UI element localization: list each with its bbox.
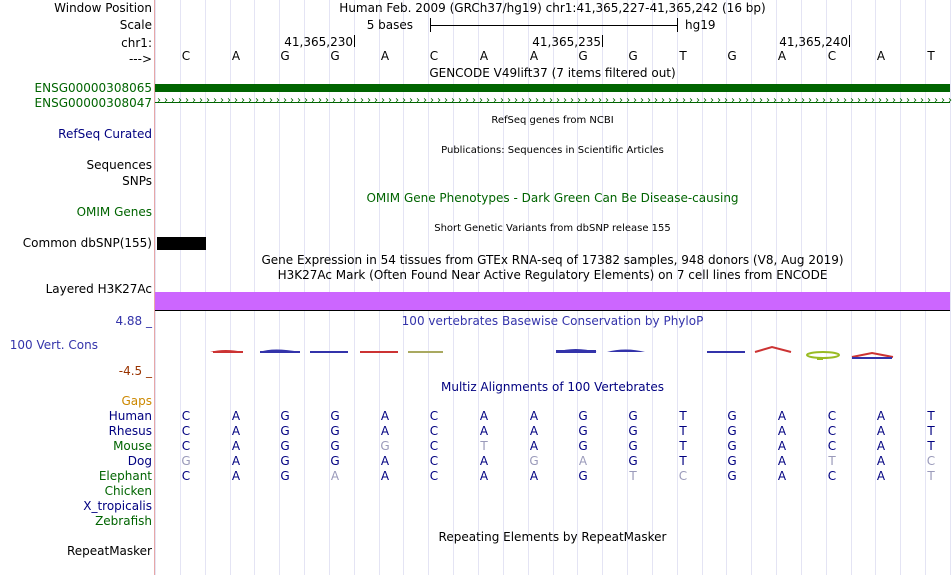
scale-label: Scale bbox=[119, 18, 152, 32]
alignment-mouse-base: G bbox=[578, 439, 588, 453]
reference-base: C bbox=[181, 49, 191, 63]
alignment-dog-base: A bbox=[479, 454, 489, 468]
assembly-position-title: Human Feb. 2009 (GRCh37/hg19) chr1:41,365,227-41,365,242 (16 bp) bbox=[339, 1, 766, 15]
scale-assembly-label: hg19 bbox=[685, 18, 716, 32]
alignment-mouse-base: G bbox=[727, 439, 737, 453]
alignment-human-base: G bbox=[330, 409, 340, 423]
alignment-human-base: C bbox=[429, 409, 439, 423]
alignment-elephant-base: A bbox=[231, 469, 241, 483]
alignment-dog-base: G bbox=[628, 454, 638, 468]
alignment-elephant-base: C bbox=[181, 469, 191, 483]
alignment-rhesus-base: A bbox=[876, 424, 886, 438]
alignment-human-base: A bbox=[777, 409, 787, 423]
alignment-elephant-base: G bbox=[578, 469, 588, 483]
alignment-rhesus-base: C bbox=[827, 424, 837, 438]
alignment-human-base: A bbox=[380, 409, 390, 423]
scale-text: 5 bases bbox=[366, 18, 413, 32]
alignment-mouse-base: C bbox=[181, 439, 191, 453]
publications-track-label[interactable]: Sequences bbox=[86, 158, 152, 172]
strand-arrow-label: ---> bbox=[128, 52, 152, 66]
alignment-human-base: G bbox=[280, 409, 290, 423]
gencode-gene-strand-arrows: › › › › › › › › › › › › › › › › › › › › › › › › › › › › › › › › › › › › › › › › › › › › › › › › › › › › › › › › › › › › › › › › › › › › › › › › › › › › › › › › › › › › › › › › › › › › › › › › › › › › › › › › › › › › › › › › › › bbox=[157, 95, 952, 106]
coord-label-3: 41,365,240 bbox=[779, 35, 848, 49]
reference-base: T bbox=[679, 49, 687, 63]
reference-base: T bbox=[927, 49, 935, 63]
alignment-dog-base: G bbox=[181, 454, 191, 468]
alignment-human-base: T bbox=[679, 409, 687, 423]
coord-label-2: 41,365,235 bbox=[532, 35, 601, 49]
repeatmasker-track-label[interactable]: RepeatMasker bbox=[66, 544, 152, 558]
multiz-track-title: Multiz Alignments of 100 Vertebrates bbox=[440, 380, 665, 394]
publications-track-title: Publications: Sequences in Scientific Articles bbox=[441, 145, 664, 156]
alignment-elephant-base: A bbox=[777, 469, 787, 483]
alignment-rhesus-base: G bbox=[330, 424, 340, 438]
alignment-dog-base: C bbox=[429, 454, 439, 468]
track-label-column bbox=[0, 0, 153, 575]
coord-label-1: 41,365,230 bbox=[284, 35, 353, 49]
species-label-chicken[interactable]: Chicken bbox=[104, 484, 152, 498]
reference-base: G bbox=[628, 49, 638, 63]
alignment-mouse-base: A bbox=[876, 439, 886, 453]
reference-base: C bbox=[429, 49, 439, 63]
alignment-dog-base: G bbox=[330, 454, 340, 468]
dbsnp-track-label[interactable]: Common dbSNP(155) bbox=[22, 236, 152, 250]
phylop-max-label: 4.88 _ bbox=[115, 314, 152, 328]
alignment-rhesus-base: G bbox=[727, 424, 737, 438]
alignment-human-base: A bbox=[529, 409, 539, 423]
alignment-rhesus-base: A bbox=[231, 424, 241, 438]
reference-base: A bbox=[529, 49, 539, 63]
alignment-elephant-base: A bbox=[479, 469, 489, 483]
refseq-track-label[interactable]: RefSeq Curated bbox=[58, 127, 152, 141]
species-label-x_tropicalis[interactable]: X_tropicalis bbox=[83, 499, 152, 513]
omim-track-label[interactable]: OMIM Genes bbox=[76, 205, 152, 219]
species-label-elephant[interactable]: Elephant bbox=[98, 469, 152, 483]
alignment-dog-base: A bbox=[578, 454, 588, 468]
h3k27ac-track-label[interactable]: Layered H3K27Ac bbox=[45, 282, 152, 296]
reference-base: A bbox=[479, 49, 489, 63]
phylop-logo-plot bbox=[155, 0, 950, 575]
repeatmasker-track-title: Repeating Elements by RepeatMasker bbox=[438, 530, 667, 544]
alignment-human-base: A bbox=[479, 409, 489, 423]
alignment-rhesus-base: A bbox=[529, 424, 539, 438]
alignment-rhesus-base: A bbox=[777, 424, 787, 438]
alignment-mouse-base: T bbox=[480, 439, 488, 453]
alignment-elephant-base: A bbox=[876, 469, 886, 483]
alignment-dog-base: G bbox=[727, 454, 737, 468]
alignment-mouse-base: T bbox=[927, 439, 935, 453]
alignment-rhesus-base: T bbox=[679, 424, 687, 438]
track-image[interactable] bbox=[155, 0, 950, 575]
alignment-dog-base: G bbox=[529, 454, 539, 468]
reference-base: G bbox=[330, 49, 340, 63]
alignment-human-base: A bbox=[876, 409, 886, 423]
alignment-mouse-base: C bbox=[429, 439, 439, 453]
alignment-dog-base: T bbox=[828, 454, 836, 468]
alignment-rhesus-base: C bbox=[181, 424, 191, 438]
alignment-human-base: G bbox=[628, 409, 638, 423]
snps-track-label[interactable]: SNPs bbox=[122, 174, 152, 188]
h3k27ac-track-title: H3K27Ac Mark (Often Found Near Active Regulatory Elements) on 7 cell lines from ENCODE bbox=[277, 268, 828, 282]
species-label-mouse[interactable]: Mouse bbox=[113, 439, 152, 453]
alignment-elephant-base: A bbox=[380, 469, 390, 483]
alignment-dog-base: G bbox=[280, 454, 290, 468]
grid-line bbox=[950, 0, 951, 575]
alignment-dog-base: A bbox=[777, 454, 787, 468]
species-label-human[interactable]: Human bbox=[108, 409, 152, 423]
alignment-mouse-base: A bbox=[231, 439, 241, 453]
reference-base: A bbox=[876, 49, 886, 63]
alignment-elephant-base: C bbox=[827, 469, 837, 483]
species-label-zebrafish[interactable]: Zebrafish bbox=[95, 514, 152, 528]
phylop-min-label: -4.5 _ bbox=[118, 364, 152, 378]
alignment-dog-base: A bbox=[231, 454, 241, 468]
alignment-elephant-base: G bbox=[280, 469, 290, 483]
alignment-rhesus-base: C bbox=[429, 424, 439, 438]
alignment-rhesus-base: A bbox=[380, 424, 390, 438]
alignment-elephant-base: A bbox=[529, 469, 539, 483]
window-position-label: Window Position bbox=[54, 1, 152, 15]
reference-base: G bbox=[280, 49, 290, 63]
reference-base: A bbox=[777, 49, 787, 63]
alignment-elephant-base: T bbox=[927, 469, 935, 483]
reference-base: A bbox=[380, 49, 390, 63]
alignment-human-base: G bbox=[727, 409, 737, 423]
alignment-human-base: C bbox=[827, 409, 837, 423]
alignment-rhesus-base: A bbox=[479, 424, 489, 438]
alignment-dog-base: C bbox=[926, 454, 936, 468]
phylop-track-label[interactable]: 100 Vert. Cons bbox=[9, 338, 98, 352]
alignment-rhesus-base: G bbox=[280, 424, 290, 438]
reference-base: C bbox=[827, 49, 837, 63]
alignment-mouse-base: C bbox=[827, 439, 837, 453]
alignment-mouse-base: G bbox=[380, 439, 390, 453]
alignment-mouse-base: G bbox=[330, 439, 340, 453]
dbsnp-track-title: Short Genetic Variants from dbSNP release 155 bbox=[434, 223, 671, 234]
gencode-item-label-1[interactable]: ENSG00000308065 bbox=[34, 81, 152, 95]
omim-track-title: OMIM Gene Phenotypes - Dark Green Can Be Disease-causing bbox=[366, 191, 739, 205]
alignment-dog-base: T bbox=[679, 454, 687, 468]
reference-base: G bbox=[578, 49, 588, 63]
alignment-elephant-base: G bbox=[727, 469, 737, 483]
alignment-mouse-base: A bbox=[777, 439, 787, 453]
alignment-elephant-base: C bbox=[678, 469, 688, 483]
species-label-rhesus[interactable]: Rhesus bbox=[108, 424, 152, 438]
species-label-dog[interactable]: Dog bbox=[127, 454, 152, 468]
alignment-elephant-base: T bbox=[629, 469, 637, 483]
phylop-track-title: 100 vertebrates Basewise Conservation by PhyloP bbox=[401, 314, 704, 328]
alignment-human-base: G bbox=[578, 409, 588, 423]
alignment-rhesus-base: G bbox=[578, 424, 588, 438]
alignment-rhesus-base: G bbox=[628, 424, 638, 438]
alignment-mouse-base: T bbox=[679, 439, 687, 453]
alignment-rhesus-base: T bbox=[927, 424, 935, 438]
gtex-track-title: Gene Expression in 54 tissues from GTEx RNA-seq of 17382 samples, 948 donors (V8, Aug 2019) bbox=[261, 253, 844, 267]
chrom-label: chr1: bbox=[121, 36, 152, 50]
reference-base: A bbox=[231, 49, 241, 63]
gaps-label: Gaps bbox=[121, 394, 152, 408]
alignment-elephant-base: C bbox=[429, 469, 439, 483]
alignment-dog-base: A bbox=[380, 454, 390, 468]
reference-base: G bbox=[727, 49, 737, 63]
alignment-human-base: A bbox=[231, 409, 241, 423]
alignment-human-base: C bbox=[181, 409, 191, 423]
alignment-human-base: T bbox=[927, 409, 935, 423]
alignment-elephant-base: A bbox=[330, 469, 340, 483]
alignment-dog-base: A bbox=[876, 454, 886, 468]
alignment-mouse-base: A bbox=[529, 439, 539, 453]
refseq-track-title: RefSeq genes from NCBI bbox=[491, 115, 614, 126]
alignment-mouse-base: G bbox=[280, 439, 290, 453]
gencode-item-label-2[interactable]: ENSG00000308047 bbox=[34, 96, 152, 110]
gencode-track-title: GENCODE V49lift37 (7 items filtered out) bbox=[429, 66, 676, 80]
alignment-mouse-base: G bbox=[628, 439, 638, 453]
